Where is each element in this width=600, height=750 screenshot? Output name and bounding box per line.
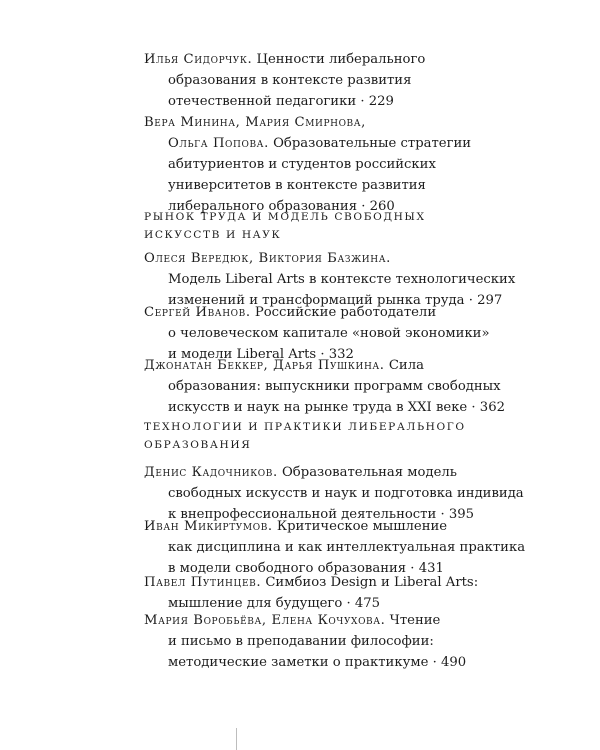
entry-title-line: к внепрофессиональной деятельности · 395 [168, 507, 475, 522]
section-heading-line: ИСКУССТВ И НАУК [144, 229, 282, 241]
entry-title-line: университетов в контексте развития [168, 178, 426, 193]
entry-title-line: Ценности либерального [256, 52, 426, 67]
entry-title-line: Критическое мышление [276, 519, 448, 534]
toc-entry [144, 572, 584, 614]
entry-title-line: свободных искусств и наук и подготовка индивида [168, 486, 524, 501]
entry-title-line: методические заметки о практикуме · 490 [168, 655, 467, 670]
entry-title-line: Российские работодатели [254, 305, 437, 320]
entry-authors: Иван Микиртумов. [144, 519, 273, 534]
section-heading [144, 208, 584, 244]
entry-title-line: искусств и наук на рынке труда в XXI веке · 362 [168, 400, 505, 415]
entry-authors: Денис Кадочников. [144, 465, 278, 480]
toc-entry [144, 112, 584, 217]
entry-authors: Олеся Вередюк, Виктория Базжина. [144, 251, 391, 266]
entry-title-line: Образовательные стратегии [273, 136, 472, 151]
section-heading-line: ТЕХНОЛОГИИ И ПРАКТИКИ ЛИБЕРАЛЬНОГО [144, 421, 466, 433]
entry-title-line: Сила [388, 358, 424, 373]
entry-title-line: и модели Liberal Arts · 332 [168, 347, 354, 362]
entry-authors: Павел Путинцев. [144, 575, 262, 590]
entry-title-line: Чтение [389, 613, 441, 628]
entry-title-line: в модели свободного образования · 431 [168, 561, 444, 576]
section-heading [144, 418, 584, 454]
entry-authors: Джонатан Беккер, Дарья Пушкина. [144, 358, 385, 373]
entry-title-line: мышление для будущего · 475 [168, 596, 381, 611]
entry-title-line: Модель Liberal Arts в контексте технологических [168, 272, 516, 287]
entry-authors: Вера Минина, Мария Смирнова, [144, 115, 366, 130]
toc-entry [144, 49, 584, 112]
entry-title-line: образования: выпускники программ свободных [168, 379, 501, 394]
entry-authors: Ольга Попова. [168, 136, 269, 151]
section-heading-line: РЫНОК ТРУДА И МОДЕЛЬ СВОБОДНЫХ [144, 211, 426, 223]
toc-entry [144, 610, 584, 673]
entry-title-line: Симбиоз Design и Liberal Arts: [265, 575, 479, 590]
entry-title-line: и письмо в преподавании философии: [168, 634, 434, 649]
crop-mark [236, 728, 237, 750]
entry-title-line: отечественной педагогики · 229 [168, 94, 394, 109]
entry-title-line: Образовательная модель [282, 465, 457, 480]
entry-title-line: как дисциплина и как интеллектуальная практика [168, 540, 526, 555]
entry-authors: Сергей Иванов. [144, 305, 251, 320]
entry-title-line: либерального образования · 260 [168, 199, 395, 214]
section-heading-line: ОБРАЗОВАНИЯ [144, 439, 252, 451]
toc-entry [144, 516, 584, 579]
entry-title-line: изменений и трансформаций рынка труда · 297 [168, 293, 503, 308]
entry-title-line: абитуриентов и студентов российских [168, 157, 436, 172]
entry-title-line: образования в контексте развития [168, 73, 412, 88]
entry-title-line: о человеческом капитале «новой экономики» [168, 326, 490, 341]
toc-entry [144, 355, 584, 418]
entry-authors: Илья Сидорчук. [144, 52, 253, 67]
entry-authors: Мария Воробьёва, Елена Кочухова. [144, 613, 386, 628]
